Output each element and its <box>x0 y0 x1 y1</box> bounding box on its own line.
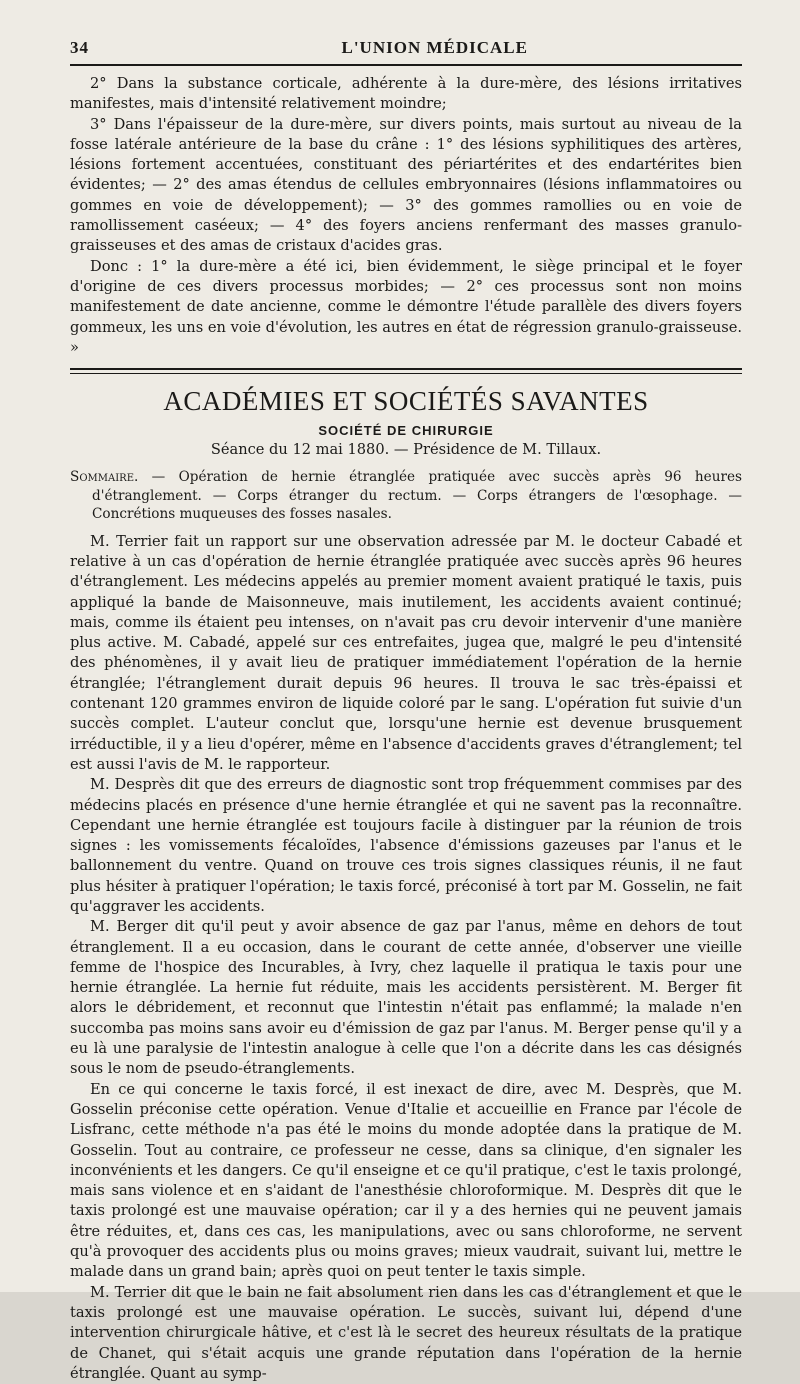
page-number: 34 <box>70 38 89 57</box>
paragraph: M. Terrier dit que le bain ne fait absolument rien dans les cas d'étranglement et que le taxis prolongé est une mauvaise opération. Le succès, suivant lui, dépend d'une intervention chirurgicale hâtive, et c'est là le secret des heureux résultats de la pratique de Chanet, qui s'était acquis une grande réputation dans l'opération de la hernie étranglée. Quant au symp- <box>70 1283 742 1382</box>
summary-text: — Opération de hernie étranglée pratiquée avec succès après 96 heures d'étranglement. — Corps étranger du rectum. — Corps étrangers de l'œsophage. — Concrétions muqueuses des fosses nasales. <box>92 469 742 523</box>
paragraph: En ce qui concerne le taxis forcé, il est inexact de dire, avec M. Desprès, que M. Gosselin préconise cette opération. Venue d'Italie et accueillie en France par l'école de Lisfranc, cette méthode n'a pas été le moins du monde adoptée dans la pratique de M. Gosselin. Tout au contraire, ce professeur ne cesse, dans sa clinique, d'en signaler les inconvénients et les dangers. Ce qu'il enseigne et ce qu'il pratique, c'est le taxis prolongé, mais sans violence et en s'aidant de l'anesthésie chloroformique. M. Desprès dit que le taxis prolongé est une mauvaise opération; car il y a des hernies qui ne peuvent jamais être réduites, et, dans ces cas, les manipulations, avec ou sans chloroforme, ne servent qu'à provoquer des accidents plus ou moins graves; mieux vaudrait, suivant lui, mettre le malade dans un grand bain; après quoi on peut tenter le taxis simple. <box>70 1080 742 1281</box>
paragraph: Donc : 1° la dure-mère a été ici, bien évidemment, le siège principal et le foyer d'origine de ces divers processus morbides; — 2° ces processus sont non moins manifestement de date ancienne, comme le démontre l'étude parallèle des divers foyers gommeux, les uns en voie d'évolution, les autres en état de régression granulo-graisseuse. » <box>70 257 742 356</box>
section-title: ACADÉMIES ET SOCIÉTÉS SAVANTES <box>163 386 649 417</box>
page-header <box>70 38 742 66</box>
paragraph: M. Desprès dit que des erreurs de diagnostic sont trop fréquemment commises par des médecins placés en présence d'une hernie étranglée et qui ne savent pas la reconnaître. Cependant une hernie étranglée est toujours facile à distinguer par la réunion de trois signes : les vomissements fécaloïdes, l'absence d'émissions gazeuses par l'anus et le ballonnement du ventre. Quand on trouve ces trois signes classiques réunis, il ne faut plus hésiter à pratiquer l'opération; le taxis forcé, préconisé à tort par M. Gosselin, ne fait qu'aggraver les accidents. <box>70 776 742 915</box>
society-name: SOCIÉTÉ DE CHIRURGIE <box>318 423 494 439</box>
paragraph: M. Berger dit qu'il peut y avoir absence de gaz par l'anus, même en dehors de tout étranglement. Il a eu occasion, dans le courant de cette année, d'observer une vieille femme de l'hospice des Incurables, à Ivry, chez laquelle il pratiqua le taxis pour une hernie étranglée. La hernie fut réduite, mais les accidents persistèrent. M. Berger fit alors le débridement, et reconnut que l'intestin n'était pas enflammé; la malade n'en succomba pas moins sans avoir eu d'émission de gaz par l'anus. M. Berger pense qu'il y a eu là une paralysie de l'intestin analogue à celle que l'on a décrite dans les cas désignés sous le nom de pseudo-étranglements. <box>70 918 742 1078</box>
paragraph: 2° Dans la substance corticale, adhérente à la dure-mère, des lésions irritatives manifestes, mais d'intensité relativement moindre; <box>70 75 742 113</box>
summary-label: Sommaire. <box>70 469 139 486</box>
section-divider <box>70 368 742 374</box>
paragraph: M. Terrier fait un rapport sur une observation adressée par M. le docteur Cabadé et relative à un cas d'opération de hernie étranglée pratiquée avec succès après 96 heures d'étranglement. Les médecins appelés au premier moment avaient pratiqué le taxis, puis appliqué la bande de Maisonneuve, mais inutilement, les accidents avaient continué; mais, comme ils étaient peu intenses, on n'avait pas cru devoir intervenir d'une manière plus active. M. Cabadé, appelé sur ces entrefaites, jugea que, malgré le peu d'intensité des phénomènes, il y avait lieu de pratiquer immédiatement l'opération de la hernie étranglée; l'étranglement durait depuis 96 heures. Il trouva le sac très-épaissi et contenant 120 grammes environ de liquide coloré par le sang. L'opération fut suivie d'un succès complet. L'auteur conclut que, lorsqu'une hernie est devenue brusquement irréductible, il y a lieu d'opérer, même en l'absence d'accidents graves d'étranglement; tel est aussi l'avis de M. le rapporteur. <box>70 532 742 773</box>
paragraph: 3° Dans l'épaisseur de la dure-mère, sur divers points, mais surtout au niveau de la fosse latérale antérieure de la base du crâne : 1° des lésions syphilitiques des artères, lésions fortement accentuées, constituant des périartérites et des endartérites bien évidentes; — 2° des amas étendus de cellules embryonnaires (lésions inflammatoires ou gommes en voie de développement); — 3° des gommes ramollies ou en voie de ramollissement caséeux; — 4° des foyers anciens renfermant des masses granulo-graisseuses et des amas de cristaux d'acides gras. <box>70 115 742 255</box>
session-line: Séance du 12 mai 1880. — Présidence de M. Tillaux. <box>210 441 602 459</box>
summary <box>70 468 742 524</box>
journal-title: L'UNION MÉDICALE <box>341 38 528 57</box>
